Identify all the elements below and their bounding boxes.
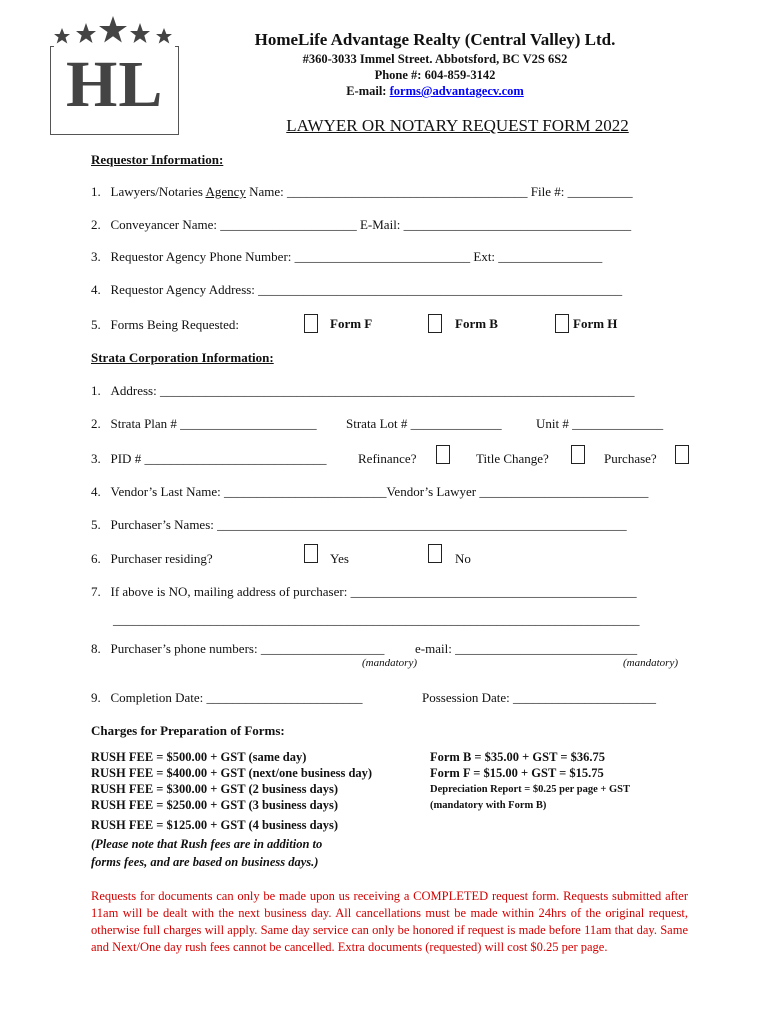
- company-address: #360-3033 Immel Street. Abbotsford, BC V2S 6S2: [302, 52, 568, 66]
- mandatory-note-email: (mandatory): [623, 657, 678, 669]
- rush-fee-line: RUSH FEE = $400.00 + GST (next/one business day): [91, 766, 373, 780]
- rush-note-line-2: forms fees, and are based on business days.): [91, 855, 319, 869]
- logo: HL: [66, 48, 164, 121]
- form-title: LAWYER OR NOTARY REQUEST FORM 2022: [286, 116, 629, 135]
- depreciation-fee: Depreciation Report = $0.25 per page + GST: [430, 784, 630, 795]
- refinance-label: Refinance?: [358, 451, 417, 466]
- star-icon: [54, 28, 70, 44]
- form-b-checkbox[interactable]: [428, 314, 442, 333]
- rush-fee-line: RUSH FEE = $125.00 + GST (4 business days): [91, 818, 339, 832]
- refinance-checkbox[interactable]: [436, 445, 450, 464]
- depreciation-note: (mandatory with Form B): [430, 800, 547, 811]
- company-name: HomeLife Advantage Realty (Central Valley) Ltd.: [254, 30, 616, 49]
- requestor-row-1[interactable]: 1. Lawyers/Notaries Agency Name: _____________________________________ File #: __________: [91, 184, 633, 199]
- purchase-checkbox[interactable]: [675, 445, 689, 464]
- strata-row-9[interactable]: 9. Completion Date: ________________________: [91, 690, 363, 705]
- strata-row-8[interactable]: 8. Purchaser’s phone numbers: ___________________: [91, 641, 385, 656]
- strata-heading: Strata Corporation Information:: [91, 350, 274, 365]
- strata-row-5[interactable]: 5. Purchaser’s Names: _______________________________________________________________: [91, 517, 627, 532]
- title-change-label: Title Change?: [476, 451, 549, 466]
- form-h-label: Form H: [573, 316, 618, 331]
- form-f-checkbox[interactable]: [304, 314, 318, 333]
- star-icon: [99, 16, 127, 43]
- rush-fee-line: RUSH FEE = $300.00 + GST (2 business days): [91, 782, 339, 796]
- company-email: E-mail: forms@advantagecv.com: [346, 84, 524, 98]
- form-b-fee: Form B = $35.00 + GST = $36.75: [430, 750, 605, 764]
- notice-text: Requests for documents can only be made upon us receiving a COMPLETED request form. Requests submitted after 11am will be dealt with the next business day. All cancellations must be made within 24hrs of the original request, otherwise full charges will apply. Same day service can only be honored if request is made before 11am that day. Same and Next/One day rush fees cannot be cancelled. Extra documents (requested) will cost $0.25 per page.: [91, 889, 688, 954]
- rush-fee-line: RUSH FEE = $500.00 + GST (same day): [91, 750, 307, 764]
- purchaser-email-field[interactable]: e-mail: ____________________________: [415, 641, 638, 656]
- strata-row-1[interactable]: 1. Address: _________________________________________________________________________: [91, 383, 635, 398]
- email-link[interactable]: forms@advantagecv.com: [389, 84, 524, 98]
- requestor-row-3[interactable]: 3. Requestor Agency Phone Number: ___________________________ Ext: ________________: [91, 249, 603, 264]
- requestor-row-2[interactable]: 2. Conveyancer Name: _____________________ E-Mail: ___________________________________: [91, 217, 632, 232]
- requestor-heading: Requestor Information:: [91, 152, 224, 167]
- yes-label: Yes: [330, 551, 349, 566]
- star-icon: [156, 28, 172, 44]
- company-phone: Phone #: 604-859-3142: [374, 68, 496, 82]
- unit-field[interactable]: Unit # ______________: [536, 416, 664, 431]
- strata-row-3[interactable]: 3. PID # ____________________________: [91, 451, 327, 466]
- form-f-fee: Form F = $15.00 + GST = $15.75: [430, 766, 604, 780]
- requestor-row-4[interactable]: 4. Requestor Agency Address: ________________________________________________________: [91, 282, 623, 297]
- rush-note-line-1: (Please note that Rush fees are in addition to: [91, 837, 323, 851]
- star-icon: [76, 23, 96, 43]
- strata-row-2[interactable]: 2. Strata Plan # _____________________: [91, 416, 317, 431]
- no-label: No: [455, 551, 471, 566]
- purchase-label: Purchase?: [604, 451, 657, 466]
- strata-row-6: 6. Purchaser residing?: [91, 551, 213, 566]
- strata-row-4[interactable]: 4. Vendor’s Last Name: _________________________Vendor’s Lawyer __________________________: [91, 484, 649, 499]
- strata-lot-field[interactable]: Strata Lot # ______________: [346, 416, 502, 431]
- form-f-label: Form F: [330, 316, 373, 331]
- mailing-address-line-2[interactable]: _________________________________________________________________________________: [113, 612, 640, 627]
- form-h-checkbox[interactable]: [555, 314, 569, 333]
- charges-heading: Charges for Preparation of Forms:: [91, 723, 285, 738]
- strata-row-7[interactable]: 7. If above is NO, mailing address of purchaser: ____________________________________________: [91, 584, 637, 599]
- possession-date-field[interactable]: Possession Date: ______________________: [422, 690, 656, 705]
- mandatory-note-phone: (mandatory): [362, 657, 417, 669]
- form-b-label: Form B: [455, 316, 498, 331]
- resident-no-checkbox[interactable]: [428, 544, 442, 563]
- star-icon: [130, 23, 150, 43]
- rush-fee-line: RUSH FEE = $250.00 + GST (3 business days): [91, 798, 339, 812]
- requestor-row-5: 5. Forms Being Requested:: [91, 317, 240, 332]
- resident-yes-checkbox[interactable]: [304, 544, 318, 563]
- title-change-checkbox[interactable]: [571, 445, 585, 464]
